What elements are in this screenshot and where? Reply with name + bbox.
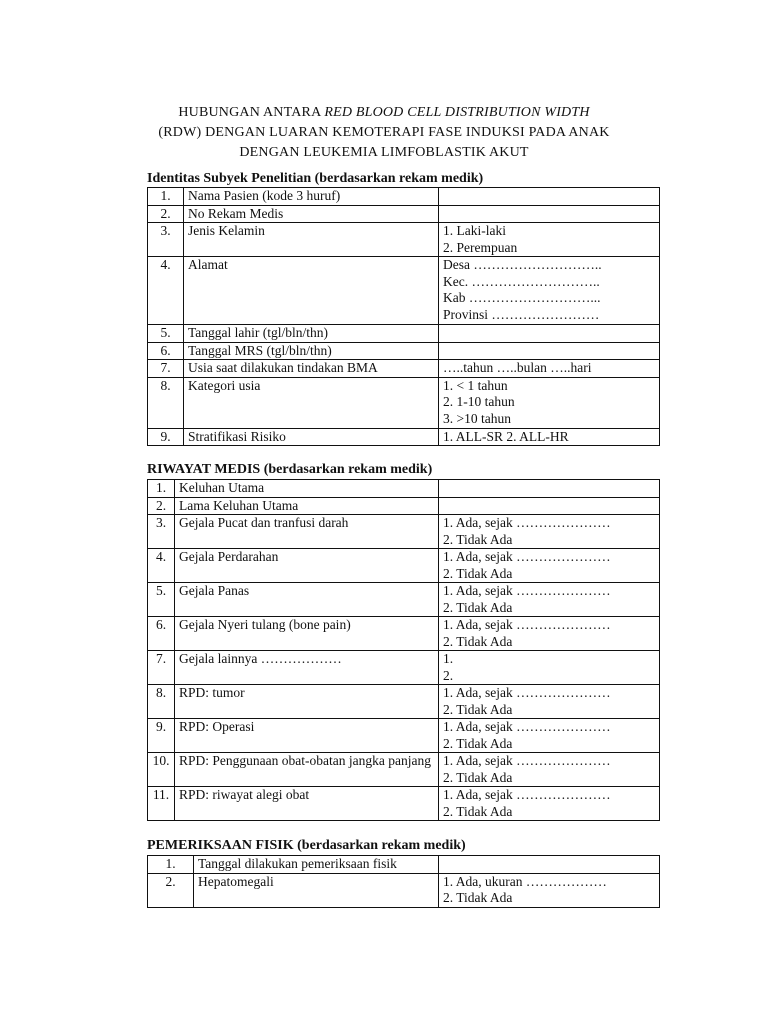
- row-number: 8.: [148, 377, 184, 428]
- answer-option: 3. >10 tahun: [443, 410, 511, 426]
- answer-option: 2.: [443, 667, 454, 683]
- answer-option: 2. Tidak Ada: [443, 735, 513, 751]
- answer-option: 1. Laki-laki: [443, 223, 506, 238]
- title-line-3: DENGAN LEUKEMIA LIMFOBLASTIK AKUT: [239, 145, 529, 160]
- answer-option: 2. 1-10 tahun: [443, 394, 515, 409]
- answer-option: 2. Tidak Ada: [443, 531, 513, 547]
- row-number: 10.: [148, 753, 175, 787]
- riwayat-row: [148, 480, 660, 498]
- row-answer-cell[interactable]: [439, 685, 660, 719]
- riwayat-row: [148, 617, 660, 651]
- row-answer-cell[interactable]: [439, 188, 660, 206]
- riwayat-row: [148, 753, 660, 787]
- row-answer-cell[interactable]: [439, 342, 660, 360]
- row-label: RPD: Operasi: [175, 719, 439, 753]
- answer-option: 2. Tidak Ada: [443, 890, 513, 905]
- row-label: Gejala Pucat dan tranfusi darah: [175, 515, 439, 549]
- riwayat-heading: RIWAYAT MEDIS (berdasarkan rekam medik): [147, 462, 433, 477]
- answer-option: Kab ………………………...: [443, 290, 601, 305]
- row-label: RPD: riwayat alegi obat: [175, 787, 439, 821]
- title-line-1: HUBUNGAN ANTARA RED BLOOD CELL DISTRIBUTION WIDTH: [178, 105, 590, 120]
- row-label: Tanggal dilakukan pemeriksaan fisik: [194, 856, 439, 874]
- row-label: Alamat: [184, 257, 439, 325]
- row-answer-cell[interactable]: [439, 873, 660, 907]
- answer-option: 2. Perempuan: [443, 239, 518, 255]
- row-label: Tanggal MRS (tgl/bln/thn): [184, 342, 439, 360]
- row-label: Nama Pasien (kode 3 huruf): [184, 188, 439, 206]
- identitas-row: [148, 188, 660, 206]
- row-answer-cell[interactable]: [439, 719, 660, 753]
- answer-option: 1. < 1 tahun: [443, 377, 508, 393]
- fisik-row: [148, 856, 660, 874]
- row-answer-cell[interactable]: [439, 428, 660, 446]
- riwayat-row: [148, 685, 660, 719]
- row-answer-cell[interactable]: [439, 583, 660, 617]
- row-label: Gejala Panas: [175, 583, 439, 617]
- row-number: 3.: [148, 223, 184, 257]
- answer-option: 1. Ada, sejak …………………: [443, 549, 611, 564]
- answer-option: 1.: [443, 651, 454, 666]
- row-number: 5.: [148, 325, 184, 343]
- row-number: 11.: [148, 787, 175, 821]
- identitas-row: [148, 377, 660, 428]
- row-answer-cell[interactable]: [439, 617, 660, 651]
- row-label: Keluhan Utama: [175, 480, 439, 498]
- answer-option: 1. Ada, sejak …………………: [443, 685, 611, 700]
- riwayat-row: [148, 497, 660, 515]
- answer-option: 1. ALL-SR 2. ALL-HR: [443, 428, 569, 444]
- answer-option: 2. Tidak Ada: [443, 565, 513, 581]
- row-number: 4.: [148, 257, 184, 325]
- riwayat-table: [147, 479, 660, 821]
- row-number: 1.: [148, 480, 175, 498]
- row-answer-cell[interactable]: [439, 856, 660, 874]
- identitas-row: [148, 205, 660, 223]
- answer-option: 1. Ada, sejak …………………: [443, 515, 611, 530]
- row-answer-cell[interactable]: [439, 480, 660, 498]
- answer-option: Desa ………………………..: [443, 257, 602, 272]
- answer-option: 1. Ada, sejak …………………: [443, 719, 611, 734]
- riwayat-row: [148, 787, 660, 821]
- row-answer-cell[interactable]: [439, 651, 660, 685]
- row-label: Hepatomegali: [194, 873, 439, 907]
- row-number: 1.: [148, 856, 194, 874]
- row-label: Gejala Perdarahan: [175, 549, 439, 583]
- row-answer-cell[interactable]: [439, 257, 660, 325]
- row-number: 2.: [148, 205, 184, 223]
- answer-option: 1. Ada, ukuran ………………: [443, 873, 607, 889]
- answer-option: …..tahun …..bulan …..hari: [443, 360, 592, 375]
- answer-option: 1. Ada, sejak …………………: [443, 787, 611, 802]
- row-answer-cell[interactable]: [439, 515, 660, 549]
- answer-option: Kec. ………………………..: [443, 273, 600, 289]
- row-label: RPD: Penggunaan obat-obatan jangka panjang: [175, 753, 439, 787]
- riwayat-row: [148, 719, 660, 753]
- identitas-row: [148, 342, 660, 360]
- row-number: 6.: [148, 617, 175, 651]
- row-label: RPD: tumor: [175, 685, 439, 719]
- row-answer-cell[interactable]: [439, 497, 660, 515]
- title-line-2: (RDW) DENGAN LUARAN KEMOTERAPI FASE INDUKSI PADA ANAK: [158, 125, 610, 140]
- riwayat-row: [148, 549, 660, 583]
- fisik-row: [148, 873, 660, 907]
- riwayat-row: [148, 583, 660, 617]
- row-number: 1.: [148, 188, 184, 206]
- row-label: Gejala lainnya ………………: [175, 651, 439, 685]
- row-number: 4.: [148, 549, 175, 583]
- row-label: Tanggal lahir (tgl/bln/thn): [184, 325, 439, 343]
- row-label: Gejala Nyeri tulang (bone pain): [175, 617, 439, 651]
- answer-option: 2. Tidak Ada: [443, 803, 513, 819]
- row-answer-cell[interactable]: [439, 223, 660, 257]
- identitas-row: [148, 360, 660, 378]
- row-label: No Rekam Medis: [184, 205, 439, 223]
- title-italic-term: RED BLOOD CELL DISTRIBUTION WIDTH: [324, 105, 590, 120]
- row-label: Kategori usia: [184, 377, 439, 428]
- answer-option: 1. Ada, sejak …………………: [443, 753, 611, 768]
- answer-option: 2. Tidak Ada: [443, 769, 513, 785]
- row-answer-cell[interactable]: [439, 360, 660, 378]
- row-number: 6.: [148, 342, 184, 360]
- row-answer-cell[interactable]: [439, 753, 660, 787]
- row-answer-cell[interactable]: [439, 787, 660, 821]
- identitas-heading: Identitas Subyek Penelitian (berdasarkan rekam medik): [147, 171, 484, 186]
- row-answer-cell[interactable]: [439, 377, 660, 428]
- answer-option: 1. Ada, sejak …………………: [443, 583, 611, 598]
- row-number: 2.: [148, 873, 194, 907]
- answer-option: 2. Tidak Ada: [443, 633, 513, 649]
- answer-option: Provinsi ……………………: [443, 306, 600, 322]
- row-answer-cell[interactable]: [439, 549, 660, 583]
- row-number: 9.: [148, 428, 184, 446]
- row-number: 7.: [148, 360, 184, 378]
- identitas-table: [147, 187, 660, 446]
- identitas-row: [148, 257, 660, 325]
- row-number: 2.: [148, 497, 175, 515]
- answer-option: 2. Tidak Ada: [443, 599, 513, 615]
- answer-option: 2. Tidak Ada: [443, 701, 513, 717]
- identitas-row: [148, 428, 660, 446]
- identitas-row: [148, 325, 660, 343]
- row-answer-cell[interactable]: [439, 205, 660, 223]
- row-answer-cell[interactable]: [439, 325, 660, 343]
- document-title: [0, 103, 768, 163]
- row-number: 5.: [148, 583, 175, 617]
- row-label: Usia saat dilakukan tindakan BMA: [184, 360, 439, 378]
- fisik-table: [147, 855, 660, 908]
- riwayat-row: [148, 515, 660, 549]
- row-label: Lama Keluhan Utama: [175, 497, 439, 515]
- fisik-heading: PEMERIKSAAN FISIK (berdasarkan rekam medik): [147, 838, 466, 853]
- row-label: Jenis Kelamin: [184, 223, 439, 257]
- row-number: 3.: [148, 515, 175, 549]
- answer-option: 1. Ada, sejak …………………: [443, 617, 611, 632]
- riwayat-row: [148, 651, 660, 685]
- row-number: 8.: [148, 685, 175, 719]
- identitas-row: [148, 223, 660, 257]
- row-number: 7.: [148, 651, 175, 685]
- row-label: Stratifikasi Risiko: [184, 428, 439, 446]
- row-number: 9.: [148, 719, 175, 753]
